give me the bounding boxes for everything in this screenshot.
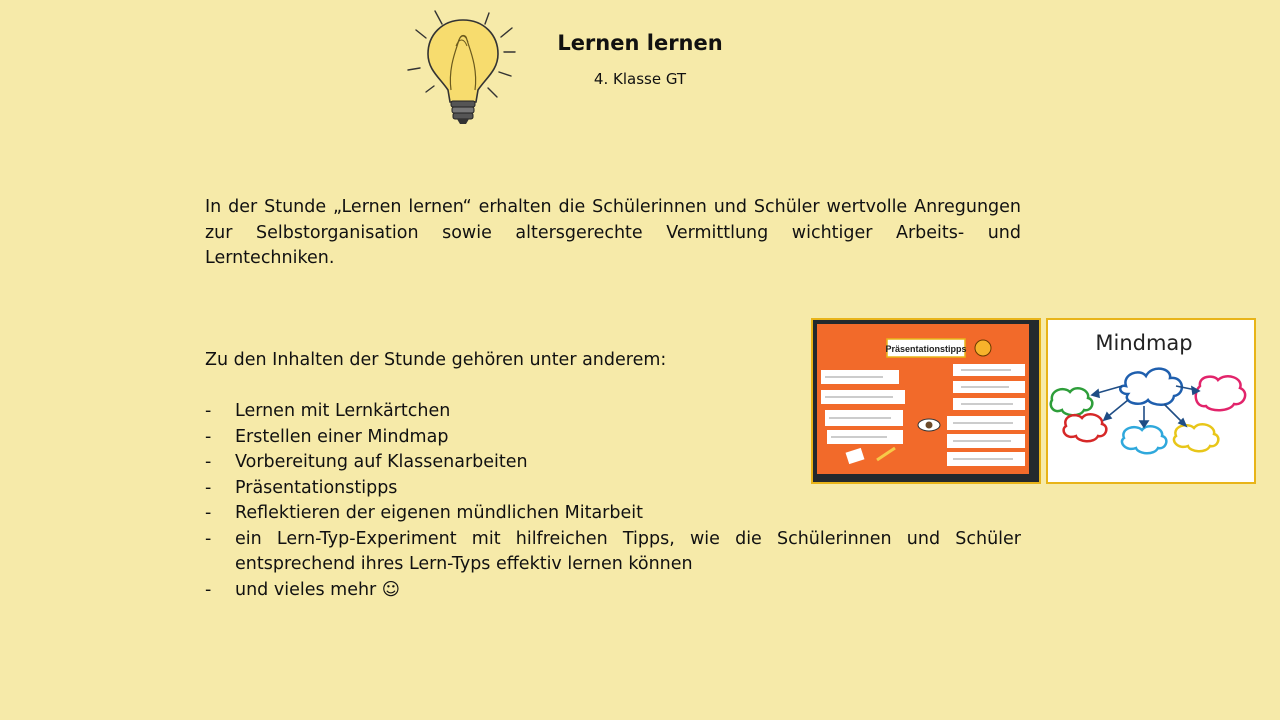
list-item-text: Vorbereitung auf Klassenarbeiten (235, 452, 528, 472)
list-item (205, 527, 1021, 578)
bullet-dash: - (205, 579, 212, 600)
poster-title: Präsentationstipps (885, 344, 967, 354)
page-subtitle: 4. Klasse GT (593, 70, 687, 88)
bullet-dash: - (205, 426, 212, 447)
poster-illustration (813, 320, 1039, 482)
list-item-text: Präsentationstipps (235, 477, 398, 498)
contents-lead: Zu den Inhalten der Stunde gehören unter anderem: (205, 350, 667, 370)
list-item-text: Lernen mit Lernkärtchen (235, 401, 451, 421)
bullet-dash: - (205, 477, 212, 498)
mindmap-illustration (1048, 320, 1254, 482)
bullet-dash: - (205, 452, 212, 472)
list-item-text: Reflektieren der eigenen mündlichen Mitarbeit (235, 503, 643, 523)
bullet-dash: - (205, 401, 212, 421)
mindmap-image (1046, 318, 1256, 484)
bullet-dash: - (205, 528, 212, 549)
list-item (205, 501, 1021, 527)
list-item-text: und vieles mehr ☺ (235, 579, 401, 600)
bullet-dash: - (205, 503, 212, 523)
list-item-text: ein Lern-Typ-Experiment mit hilfreichen Tipps, wie die Schülerinnen und Schüler entsprechend ihres Lern-Typs effektiv lernen können (235, 528, 1021, 574)
list-item (205, 578, 1021, 604)
poster-photo (811, 318, 1041, 484)
lightbulb-icon (404, 2, 520, 126)
mindmap-title: Mindmap (1095, 331, 1193, 355)
page-title: Lernen lernen (557, 31, 723, 55)
list-item-text: Erstellen einer Mindmap (235, 426, 449, 447)
intro-paragraph: In der Stunde „Lernen lernen“ erhalten die Schülerinnen und Schüler wertvolle Anregungen zur Selbstorganisation sowie altersgerechte Vermittlung wichtiger Arbeits- und Lerntechniken. (205, 197, 1021, 268)
